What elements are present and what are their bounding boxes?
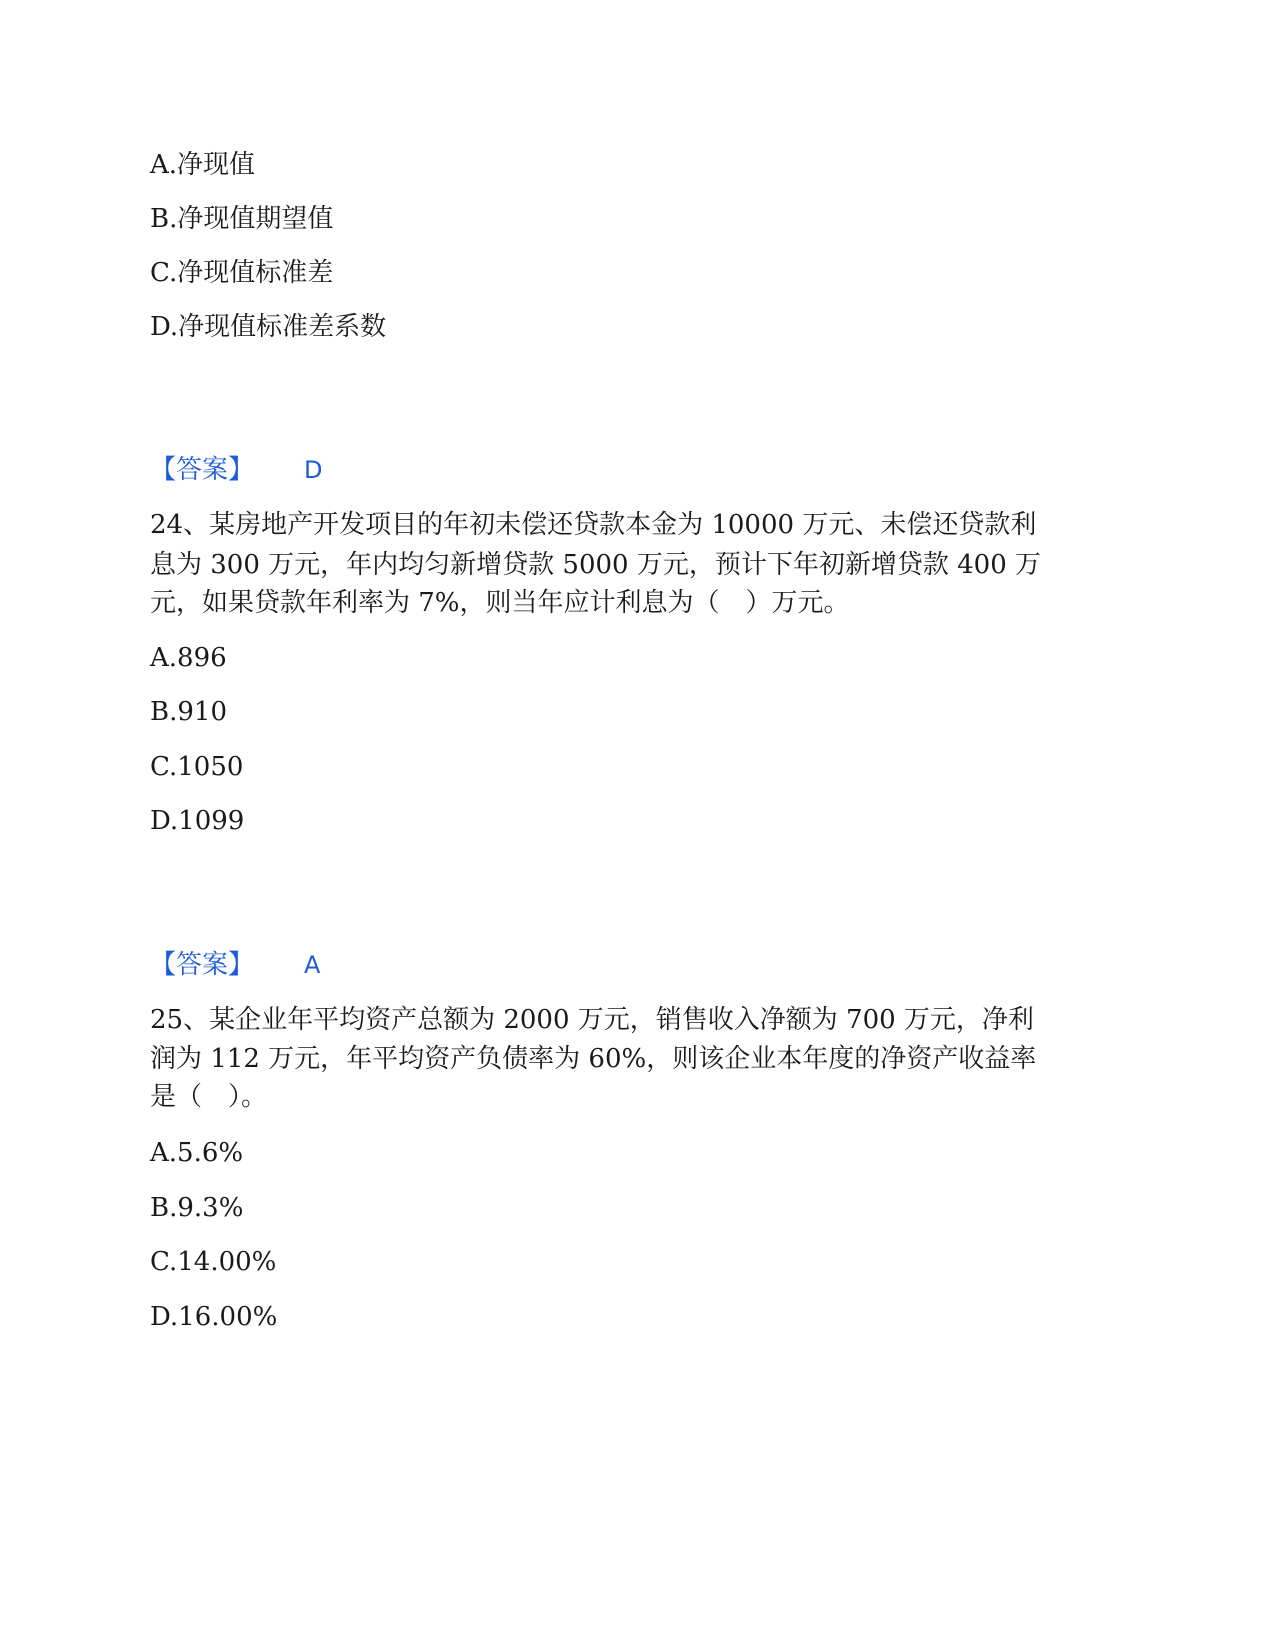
q25-question-line-2: 润为 112 万元，年平均资产负债率为 60%，则该企业本年度的净资产收益率 [150, 1044, 1037, 1074]
q25-option-c: C.14.00% [150, 1247, 277, 1277]
q24-option-a: A.896 [150, 643, 227, 673]
q23-option-b: B.净现值期望值 [150, 204, 334, 234]
q23-option-c: C.净现值标准差 [150, 258, 334, 288]
q24-option-b: B.910 [150, 697, 227, 727]
q23-option-a: A.净现值 [150, 150, 256, 180]
answer-label: 【答案】 [150, 950, 255, 980]
q24-option-d: D.1099 [150, 806, 245, 836]
q24-option-c: C.1050 [150, 752, 244, 782]
q23-answer [150, 455, 323, 485]
q24-question-line-2: 息为 300 万元，年内均匀新增贷款 5000 万元，预计下年初新增贷款 400 万 [150, 550, 1042, 580]
q25-question-line-1: 25、某企业年平均资产总额为 2000 万元，销售收入净额为 700 万元，净利 [150, 1005, 1034, 1035]
q24-question-line-1: 24、某房地产开发项目的年初未偿还贷款本金为 10000 万元、未偿还贷款利 [150, 510, 1037, 540]
q23-option-d: D.净现值标准差系数 [150, 312, 387, 342]
answer-value: A [304, 951, 321, 979]
answer-value: D [304, 456, 323, 484]
q25-question-line-3: 是（ ）。 [150, 1082, 268, 1112]
q24-answer [150, 950, 320, 980]
q24-question-line-3: 元，如果贷款年利率为 7%，则当年应计利息为（ ）万元。 [150, 588, 850, 618]
q25-option-b: B.9.3% [150, 1193, 244, 1223]
q25-option-a: A.5.6% [150, 1138, 244, 1168]
answer-label: 【答案】 [150, 455, 255, 485]
q25-option-d: D.16.00% [150, 1302, 278, 1332]
